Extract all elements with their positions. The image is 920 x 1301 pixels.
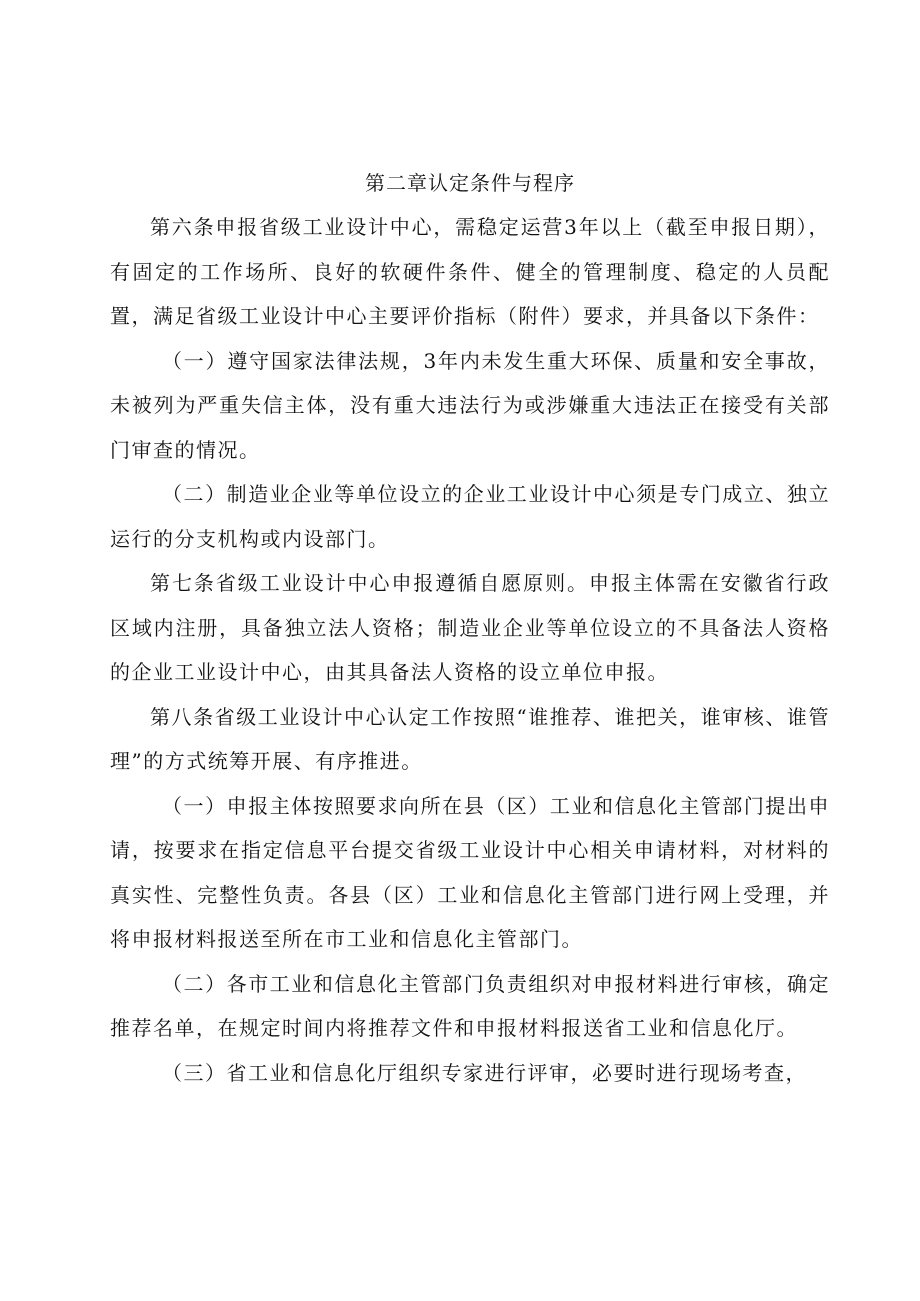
chapter-title: 第二章认定条件与程序 — [365, 171, 575, 195]
article-8-item-2: （二）各市工业和信息化主管部门负责组织对申报材料进行审核，确定推荐名单，在规定时间内将推荐文件和申报材料报送省工业和信息化厅。 — [110, 971, 830, 1040]
article-8-paragraph: 第八条省级工业设计中心认定工作按照“谁推荐、谁把关，谁审核、谁管理”的方式统筹开展、有序推进。 — [110, 704, 830, 773]
article-6-paragraph: 第六条申报省级工业设计中心，需稳定运营3年以上（截至申报日期），有固定的工作场所、良好的软硬件条件、健全的管理制度、稳定的人员配置，满足省级工业设计中心主要评价指标（附件）要求，并具备以下条件： — [110, 215, 830, 328]
article-7-paragraph: 第七条省级工业设计中心申报遵循自愿原则。申报主体需在安徽省行政区域内注册，具备独立法人资格；制造业企业等单位设立的不具备法人资格的企业工业设计中心，由其具备法人资格的设立单位申报。 — [110, 571, 830, 684]
article-8-item-1: （一）申报主体按照要求向所在县（区）工业和信息化主管部门提出申请，按要求在指定信息平台提交省级工业设计中心相关申请材料，对材料的真实性、完整性负责。各县（区）工业和信息化主管部门进行网上受理，并将申报材料报送至所在市工业和信息化主管部门。 — [110, 793, 830, 951]
article-6-item-1: （一）遵守国家法律法规，3年内未发生重大环保、质量和安全事故，未被列为严重失信主体，没有重大违法行为或涉嫌重大违法正在接受有关部门审查的情况。 — [110, 348, 830, 462]
article-6-item-2: （二）制造业企业等单位设立的企业工业设计中心须是专门成立、独立运行的分支机构或内设部门。 — [110, 482, 830, 551]
article-8-item-3: （三）省工业和信息化厅组织专家进行评审，必要时进行现场考查， — [162, 1060, 807, 1085]
document-body — [110, 165, 830, 1095]
